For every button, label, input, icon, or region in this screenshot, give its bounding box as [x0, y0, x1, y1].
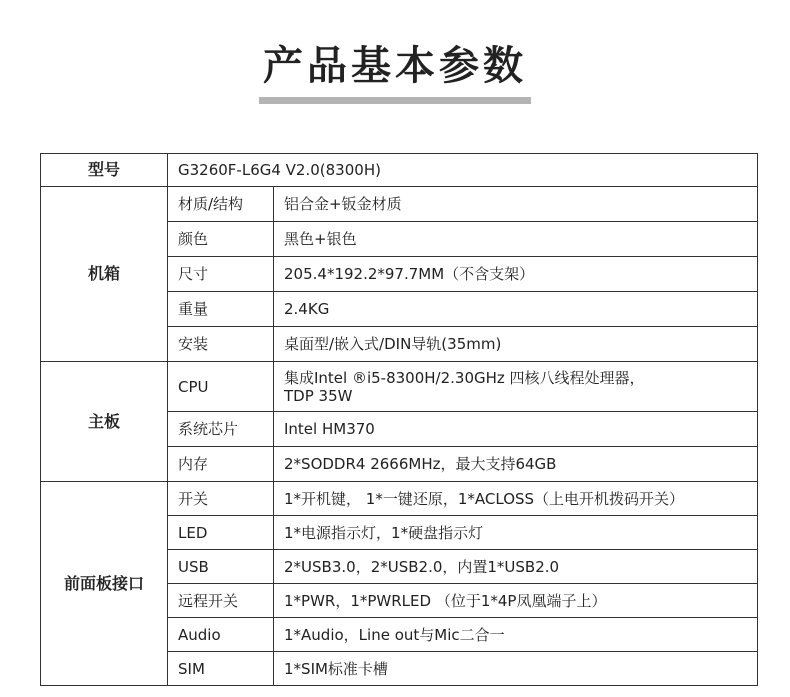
- field-value-line: 集成Intel ®i5-8300H/2.30GHz 四核八线程处理器，: [284, 368, 645, 387]
- model-value: G3260F-L6G4 V2.0(8300H): [168, 154, 758, 187]
- field-label: 重量: [168, 292, 274, 327]
- field-value: 1*电源指示灯，1*硬盘指示灯: [274, 516, 758, 550]
- field-value: 205.4*192.2*97.7MM（不含支架）: [274, 257, 758, 292]
- field-label: Audio: [168, 618, 274, 652]
- field-label: 开关: [168, 482, 274, 516]
- field-value: Intel HM370: [274, 412, 758, 447]
- section-name-front-panel: 前面板接口: [41, 482, 168, 686]
- field-label: 安装: [168, 327, 274, 362]
- field-label: 系统芯片: [168, 412, 274, 447]
- field-value: 2*USB3.0，2*USB2.0，内置1*USB2.0: [274, 550, 758, 584]
- field-label: 远程开关: [168, 584, 274, 618]
- model-label: 型号: [41, 154, 168, 187]
- table-row: [41, 362, 758, 412]
- field-label: LED: [168, 516, 274, 550]
- field-value: 1*PWR，1*PWRLED （位于1*4P凤凰端子上）: [274, 584, 758, 618]
- field-label: USB: [168, 550, 274, 584]
- section-name-mainboard: 主板: [41, 362, 168, 482]
- field-label: 颜色: [168, 222, 274, 257]
- field-value: [274, 362, 758, 412]
- field-value: 黑色+银色: [274, 222, 758, 257]
- field-value: 1*开机键， 1*一键还原，1*ACLOSS（上电开机拨码开关）: [274, 482, 758, 516]
- table-row: [41, 187, 758, 222]
- field-label: SIM: [168, 652, 274, 686]
- field-value: 2.4KG: [274, 292, 758, 327]
- table-row: [41, 482, 758, 516]
- page-title: 产品基本参数: [263, 43, 527, 89]
- section-name-chassis: 机箱: [41, 187, 168, 362]
- field-value: 桌面型/嵌入式/DIN导轨(35mm): [274, 327, 758, 362]
- field-label: CPU: [168, 362, 274, 412]
- field-value: 2*SODDR4 2666MHz，最大支持64GB: [274, 447, 758, 482]
- spec-table: [40, 153, 758, 686]
- field-value: 1*SIM标准卡槽: [274, 652, 758, 686]
- field-value: 1*Audio，Line out与Mic二合一: [274, 618, 758, 652]
- field-label: 尺寸: [168, 257, 274, 292]
- field-label: 内存: [168, 447, 274, 482]
- field-value-line: TDP 35W: [284, 386, 353, 405]
- table-row-model: [41, 154, 758, 187]
- field-value: 铝合金+钣金材质: [274, 187, 758, 222]
- title-underline: [259, 97, 531, 104]
- field-label: 材质/结构: [168, 187, 274, 222]
